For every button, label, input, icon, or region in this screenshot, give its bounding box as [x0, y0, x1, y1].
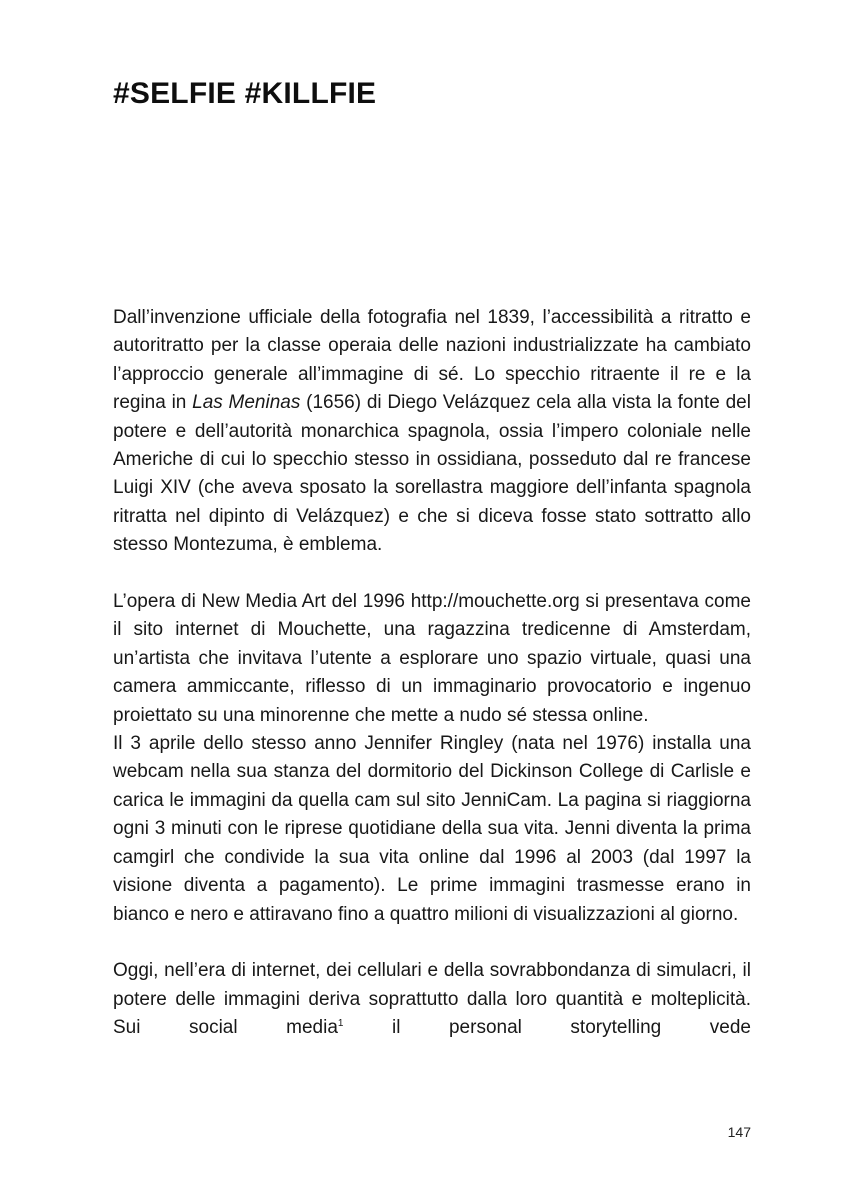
paragraph-social-media: [113, 957, 751, 1042]
paragraph-1-text-end: (1656) di Diego Velázquez cela alla vista la fonte del potere e dell’autorità monarchica spagnola, ossia l’impero coloniale nelle Americhe di cui lo specchio stesso in ossidiana, posseduto dal re francese Luigi XIV (che aveva sposato la sorellastra maggiore dell’infanta spagnola ritratta nel dipinto di Velázquez) e che si diceva fosse stato sottratto allo stesso Montezuma, è emblema.: [113, 392, 751, 556]
paragraph-1-text-start: Dall’invenzione ufficiale della fotografia nel 1839, l’accessibilità a ritratto e autoritratto per la classe operaia delle nazioni industrializzate ha cambiato l’approccio generale all’immagine di sé. Lo specchio ritraente il re e la regina in: [113, 307, 751, 414]
chapter-body: [113, 304, 751, 1043]
artwork-title-las-meninas: Las Meninas: [192, 392, 301, 414]
chapter-title: #SELFIE #KILLFIE: [113, 77, 377, 110]
footnote-marker: 1: [337, 1018, 344, 1030]
paragraph-4-text-start: Oggi, nell’era di internet, dei cellulari e della sovrabbondanza di simulacri, il potere delle immagini deriva soprattutto dalla loro quantità e molteplicità. Sui social media: [113, 960, 751, 1039]
paragraph-mouchette: L’opera di New Media Art del 1996 http://mouchette.org si presentava come il sito internet di Mouchette, una ragazzina tredicenne di Amsterdam, un’artista che invitava l’utente a esplorare uno spazio virtuale, quasi una camera ammiccante, riflesso di un immaginario provocatorio e ingenuo proiettato su una minorenne che mette a nudo sé stessa online.: [113, 591, 751, 726]
page-number: 147: [727, 1124, 751, 1140]
paragraph-jennicam: Il 3 aprile dello stesso anno Jennifer Ringley (nata nel 1976) installa una webcam nella sua stanza del dormitorio del Dickinson College di Carlisle e carica le immagini da quella cam sul sito JenniCam. La pagina si riaggiorna ogni 3 minuti con le riprese quotidiane della sua vita. Jenni diventa la prima camgirl che condivide la sua vita online dal 1996 al 2003 (dal 1997 la visione diventa a pagamento). Le prime immagini trasmesse erano in bianco e nero e attiravano fino a quattro milioni di visualizzazioni al giorno.: [113, 733, 751, 925]
paragraph-4-text-end: il personal storytelling vede: [343, 1017, 751, 1039]
paragraph-las-meninas: [113, 304, 751, 560]
